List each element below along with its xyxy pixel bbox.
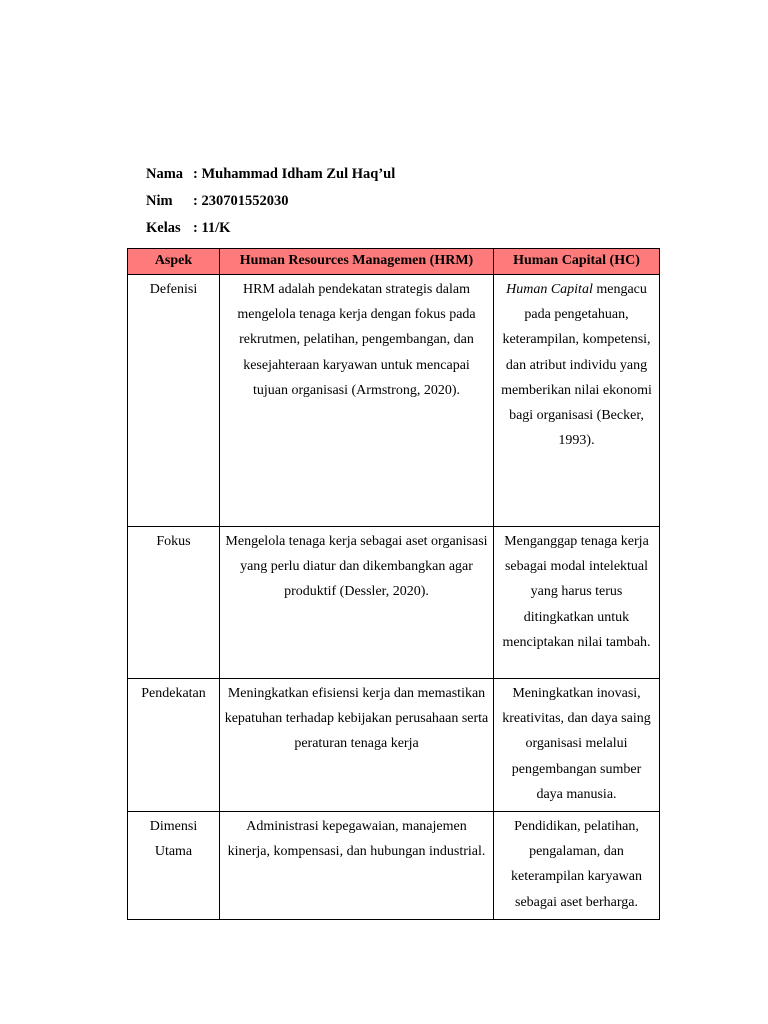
cell-aspek: Pendekatan xyxy=(128,679,220,812)
cell-aspek: Fokus xyxy=(128,527,220,679)
cell-hc-italic: Human Capital xyxy=(506,282,593,297)
cell-aspek: Defenisi xyxy=(128,275,220,527)
class-label: Kelas xyxy=(146,220,181,236)
table-row xyxy=(128,812,660,920)
table-row xyxy=(128,527,660,679)
cell-hc-text: mengacu pada pengetahuan, keterampilan, kompetensi, dan atribut individu yang memberikan nilai ekonomi bagi organisasi (Becker, 1993). xyxy=(501,282,652,449)
cell-hrm: Meningkatkan efisiensi kerja dan memastikan kepatuhan terhadap kebijakan perusahaan serta peraturan tenaga kerja xyxy=(220,679,494,812)
cell-hc: Pendidikan, pelatihan, pengalaman, dan keterampilan karyawan sebagai aset berharga. xyxy=(494,812,660,920)
name-label: Nama xyxy=(146,166,184,182)
table-row xyxy=(128,679,660,812)
table-header-row xyxy=(128,249,660,275)
header-hrm: Human Resources Managemen (HRM) xyxy=(220,249,494,275)
cell-hrm: HRM adalah pendekatan strategis dalam mengelola tenaga kerja dengan fokus pada rekrutmen, pelatihan, pengembangan, dan kesejahteraan karyawan untuk mencapai tujuan organisasi (Armstrong, 2020). xyxy=(220,275,494,527)
class-row xyxy=(146,218,395,245)
name-value: : Muhammad Idham Zul Haq’ul xyxy=(193,166,396,182)
nim-label: Nim xyxy=(146,193,173,209)
cell-aspek: Dimensi Utama xyxy=(128,812,220,920)
header-hc: Human Capital (HC) xyxy=(494,249,660,275)
name-row xyxy=(146,164,395,191)
cell-hc: Menganggap tenaga kerja sebagai modal intelektual yang harus terus ditingkatkan untuk menciptakan nilai tambah. xyxy=(494,527,660,679)
cell-hc xyxy=(494,275,660,527)
table-row xyxy=(128,275,660,527)
comparison-table xyxy=(127,248,660,920)
nim-value: : 230701552030 xyxy=(193,193,289,209)
nim-row xyxy=(146,191,395,218)
class-value: : 11/K xyxy=(193,220,231,236)
student-info xyxy=(146,164,395,245)
cell-hc: Meningkatkan inovasi, kreativitas, dan daya saing organisasi melalui pengembangan sumber daya manusia. xyxy=(494,679,660,812)
header-aspek: Aspek xyxy=(128,249,220,275)
cell-hrm: Administrasi kepegawaian, manajemen kinerja, kompensasi, dan hubungan industrial. xyxy=(220,812,494,920)
cell-hrm: Mengelola tenaga kerja sebagai aset organisasi yang perlu diatur dan dikembangkan agar produktif (Dessler, 2020). xyxy=(220,527,494,679)
